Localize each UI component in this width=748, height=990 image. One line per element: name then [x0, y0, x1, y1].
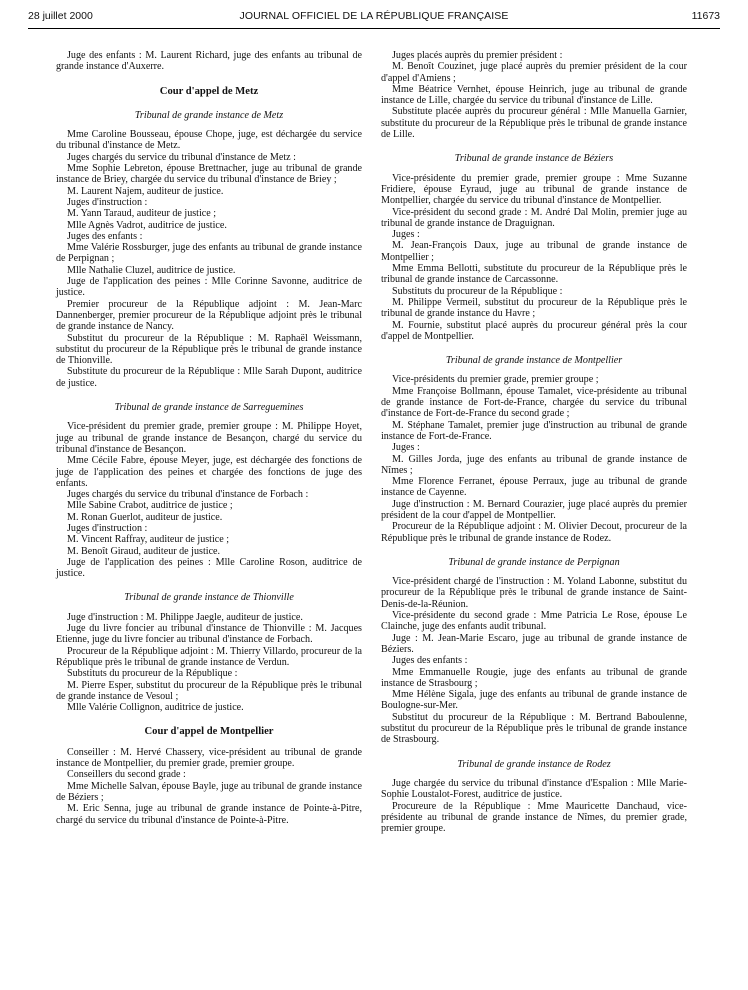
paragraph: Mme Valérie Rossburger, juge des enfants au tribunal de grande instance de Perpignan ; — [56, 242, 362, 265]
paragraph: Vice-président du premier grade, premier groupe : M. Philippe Hoyet, juge au tribunal de grande instance de Besançon, chargé du service du tribunal d'instance de Besançon. — [56, 421, 362, 455]
tribunal-heading: Tribunal de grande instance de Thionville — [124, 592, 294, 604]
paragraph: Substitute du procureur de la République : Mlle Sarah Dupont, auditrice de justice. — [56, 366, 362, 389]
paragraph: Juge du livre foncier au tribunal d'instance de Thionville : M. Jacques Etienne, juge du livre foncier au tribunal d'instance de Forbach. — [56, 623, 362, 646]
paragraph: M. Fournie, substitut placé auprès du procureur général près la cour d'appel de Montpellier. — [381, 319, 687, 342]
paragraph: Procureur de la République adjoint : M. Olivier Decout, procureur de la République près le tribunal de grande instance de Rodez. — [381, 521, 687, 544]
paragraph: M. Philippe Vermeil, substitut du procureur de la République près le tribunal de grande instance du Havre ; — [381, 296, 687, 320]
paragraph: Substitut du procureur de la République : M. Raphaël Weissmann, substitut du procureur de la République près le tribunal de grande instance de Thionville. — [56, 332, 362, 367]
paragraph: Juge de l'application des peines : Mlle Caroline Roson, auditrice de justice. — [56, 556, 362, 580]
paragraph: Juges : — [392, 442, 420, 454]
paragraph: Conseiller : M. Hervé Chassery, vice-président au tribunal de grande instance de Montpellier, du premier grade, premier groupe. — [56, 746, 362, 770]
paragraph: Juge des enfants : M. Laurent Richard, juge des enfants au tribunal de grande instance d'Auxerre. — [56, 50, 362, 73]
court-heading: Cour d'appel de Metz — [159, 85, 259, 97]
paragraph: M. Gilles Jorda, juge des enfants au tribunal de grande instance de Nîmes ; — [381, 453, 687, 476]
paragraph: Mme Michelle Salvan, épouse Bayle, juge au tribunal de grande instance de Béziers ; — [56, 780, 362, 803]
tribunal-heading: Tribunal de grande instance de Montpellier — [445, 355, 623, 367]
paragraph: M. Laurent Najem, auditeur de justice. — [67, 185, 224, 197]
paragraph: Conseillers du second grade : — [67, 769, 186, 781]
tribunal-heading: Tribunal de grande instance de Sarreguemines — [114, 402, 304, 414]
tribunal-heading: Tribunal de grande instance de Béziers — [454, 153, 614, 165]
paragraph: Mlle Agnès Vadrot, auditrice de justice. — [67, 219, 227, 231]
paragraph: Juges d'instruction : — [67, 522, 148, 534]
paragraph: Mme Béatrice Vernhet, épouse Heinrich, juge au tribunal de grande instance de Lille, chargée du service du tribunal d'instance de Lille. — [381, 83, 687, 107]
paragraph: Juges chargés du service du tribunal d'instance de Metz : — [67, 151, 296, 163]
paragraph: M. Yann Taraud, auditeur de justice ; — [67, 208, 217, 220]
tribunal-heading: Tribunal de grande instance de Metz — [134, 109, 284, 121]
page-header — [28, 10, 720, 26]
paragraph: Juges des enfants : — [392, 655, 468, 667]
paragraph: Procureur de la République adjoint : M. Thierry Villardo, procureur de la République près le tribunal de grande instance de Verdun. — [56, 645, 362, 668]
court-heading: Cour d'appel de Montpellier — [144, 726, 274, 738]
paragraph: Mlle Sabine Crabot, auditrice de justice ; — [67, 500, 233, 512]
paragraph: Juges placés auprès du premier président : — [392, 50, 563, 61]
paragraph: Vice-président chargé de l'instruction : M. Yoland Labonne, substitut du procureur de la République près le tribunal de grande instance de Saint-Denis-de-la-Réunion. — [381, 576, 687, 610]
paragraph: Mme Hélène Sigala, juge des enfants au tribunal de grande instance de Boulogne-sur-Mer. — [381, 689, 687, 712]
paragraph: M. Benoît Couzinet, juge placé auprès du premier président de la cour d'appel d'Amiens ; — [381, 61, 687, 84]
paragraph: Vice-présidente du premier grade, premier groupe : Mme Suzanne Fridiere, épouse Eyraud, juge au tribunal de grande instance de Montpellier, chargée du service du tribunal d'instance de Montpellier. — [381, 172, 687, 207]
paragraph: Substitut du procureur de la République : M. Bertrand Baboulenne, substitut du procureur de la République près le tribunal de grande instance de Strasbourg. — [381, 711, 687, 746]
paragraph: M. Pierre Esper, substitut du procureur de la République près le tribunal de grande instance de Vesoul ; — [56, 679, 362, 702]
paragraph: Juge de l'application des peines : Mlle Corinne Savonne, auditrice de justice. — [56, 276, 362, 299]
paragraph: Vice-présidente du second grade : Mme Patricia Le Rose, épouse Le Clainche, juge des enfants audit tribunal. — [381, 610, 687, 633]
paragraph: Mme Sophie Lebreton, épouse Brettnacher, juge au tribunal de grande instance de Briey, chargée du service du tribunal d'instance de Briey ; — [56, 163, 362, 186]
paragraph: Mme Florence Ferranet, épouse Perraux, juge au tribunal de grande instance de Cayenne. — [381, 476, 687, 499]
paragraph: Substitute placée auprès du procureur général : Mlle Manuella Garnier, substitute du procureur de la République près le tribunal de grande instance de Lille. — [381, 106, 687, 141]
paragraph: Vice-président du second grade : M. André Dal Molin, premier juge au tribunal de grande instance de Draguignan. — [381, 206, 687, 229]
paragraph: Juges d'instruction : — [67, 196, 148, 208]
paragraph: Juges des enfants : — [67, 230, 143, 242]
paragraph: Mme Caroline Bousseau, épouse Chope, juge, est déchargée du service du tribunal d'instance de Metz. — [56, 129, 362, 152]
paragraph: Juges : — [392, 229, 420, 241]
tribunal-heading: Tribunal de grande instance de Perpignan — [448, 556, 620, 568]
paragraph: Mlle Nathalie Cluzel, auditrice de justice. — [67, 264, 236, 276]
paragraph: M. Eric Senna, juge au tribunal de grande instance de Pointe-à-Pitre, chargé du service du tribunal d'instance de Pointe-à-Pitre. — [56, 803, 362, 826]
paragraph: M. Ronan Guerlot, auditeur de justice. — [67, 511, 223, 523]
paragraph: Mme Emmanuelle Rougie, juge des enfants au tribunal de grande instance de Strasbourg ; — [381, 666, 687, 689]
paragraph: Juge chargée du service du tribunal d'instance d'Espalion : Mlle Marie-Sophie Loustalot-Forest, auditrice de justice. — [381, 777, 687, 801]
header-page-number: 11673 — [691, 10, 720, 22]
paragraph: Mme Emma Bellotti, substitute du procureur de la République près le tribunal de grande instance de Carcassonne. — [381, 263, 687, 286]
header-journal-title: JOURNAL OFFICIEL DE LA RÉPUBLIQUE FRANÇAISE — [239, 10, 509, 22]
left-column — [56, 50, 362, 826]
paragraph: M. Jean-François Daux, juge au tribunal de grande instance de Montpellier ; — [381, 240, 687, 263]
paragraph: Substituts du procureur de la République : — [392, 285, 563, 297]
paragraph: Juges chargés du service du tribunal d'instance de Forbach : — [67, 489, 309, 501]
tribunal-heading: Tribunal de grande instance de Rodez — [457, 758, 611, 770]
paragraph: Procureure de la République : Mme Mauricette Danchaud, vice-présidente au tribunal de grande instance de Nîmes, du premier grade, premier groupe. — [381, 800, 687, 835]
right-column — [381, 50, 687, 834]
header-date: 28 juillet 2000 — [28, 10, 93, 22]
paragraph: Juge : M. Jean-Marie Escaro, juge au tribunal de grande instance de Béziers. — [381, 632, 687, 655]
paragraph: Mme Cécile Fabre, épouse Meyer, juge, est déchargée des fonctions de juge de l'application des peines et chargée des fonctions de juge des enfants. — [56, 455, 362, 489]
paragraph: Mlle Valérie Collignon, auditrice de justice. — [67, 702, 244, 714]
paragraph: Juge d'instruction : M. Philippe Jaegle, auditeur de justice. — [67, 611, 303, 623]
paragraph: Juge d'instruction : M. Bernard Courazier, juge placé auprès du premier président de la cour d'appel de Montpellier. — [381, 498, 687, 521]
paragraph: M. Vincent Raffray, auditeur de justice ; — [67, 534, 230, 546]
paragraph: M. Stéphane Tamalet, premier juge d'instruction au tribunal de grande instance de Fort-de-France. — [381, 419, 687, 442]
header-rule — [28, 28, 720, 29]
paragraph: Premier procureur de la République adjoint : M. Jean-Marc Dannenberger, premier procureur de la République adjoint près le tribunal de grande instance de Nancy. — [56, 298, 362, 333]
paragraph: Vice-présidents du premier grade, premier groupe ; — [392, 374, 599, 386]
paragraph: Substituts du procureur de la République : — [67, 668, 238, 680]
paragraph: M. Benoît Giraud, auditeur de justice. — [67, 545, 221, 557]
paragraph: Mme Françoise Bollmann, épouse Tamalet, vice-présidente au tribunal de grande instance de Fort-de-France, chargée du service du tribunal d'instance de Fort-de-France du second grade ; — [381, 385, 687, 420]
